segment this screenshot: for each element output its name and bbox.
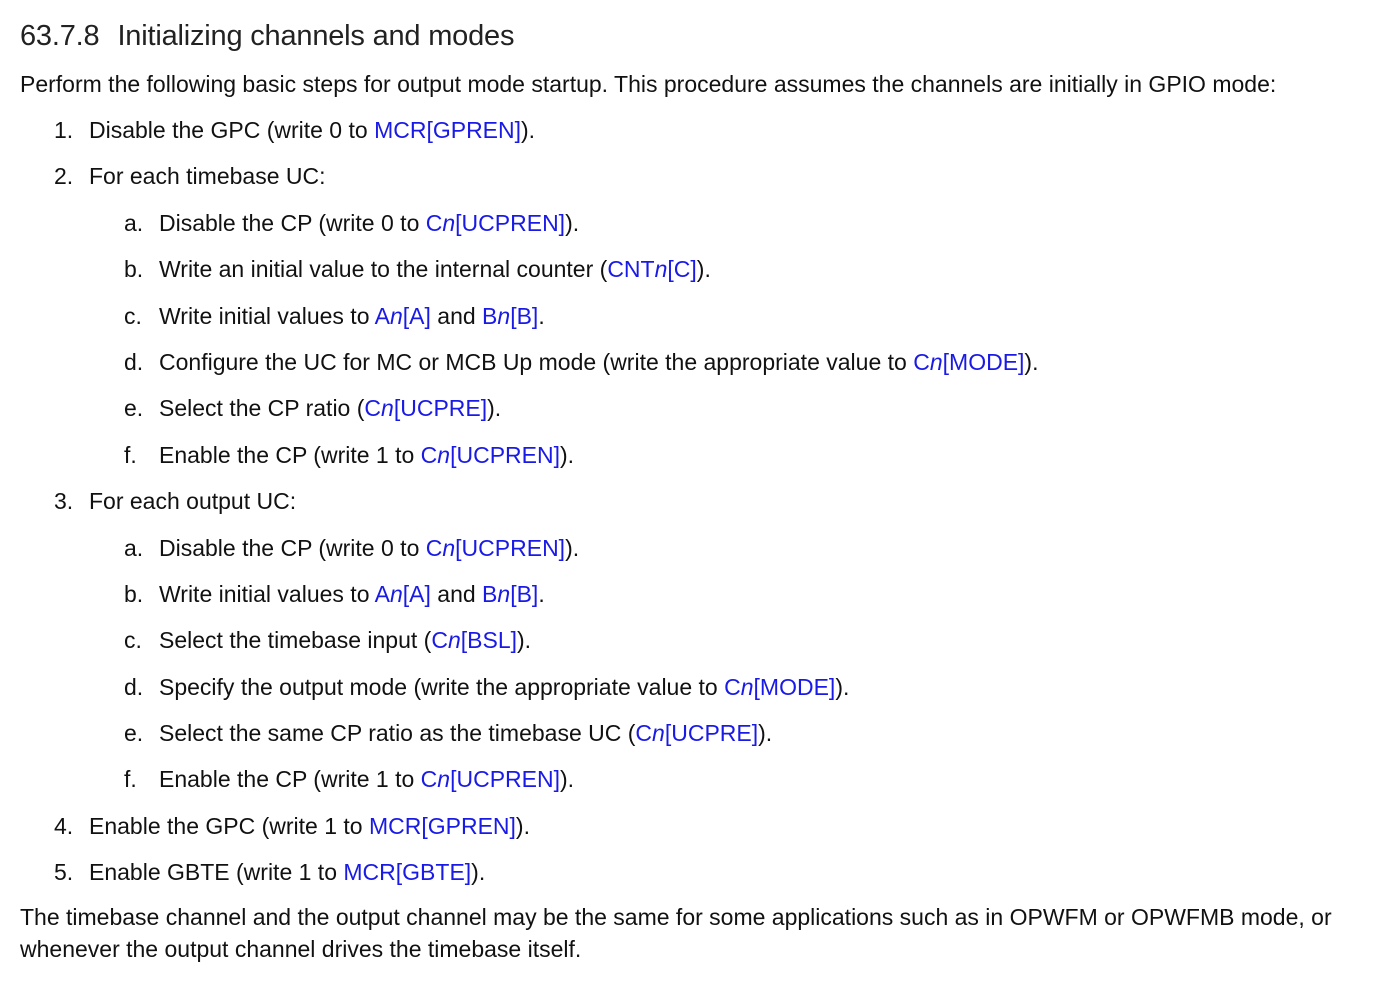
substep-list <box>20 200 1374 478</box>
substep-content <box>159 710 772 756</box>
step-marker: 5. <box>54 859 74 886</box>
section-number: 63.7.8 <box>20 20 100 52</box>
step-content <box>89 803 530 849</box>
step-text: ). <box>515 812 530 839</box>
step-row <box>20 803 1374 849</box>
register-link[interactable]: MCR[GPREN] <box>374 117 522 143</box>
register-link[interactable]: C <box>635 720 653 747</box>
substep-marker: f. <box>124 441 137 468</box>
step-text: Enable GBTE (write 1 to <box>89 859 344 886</box>
step-item <box>20 107 1374 153</box>
substep-item <box>20 200 1374 246</box>
register-link[interactable]: [UCPREN] <box>450 766 560 793</box>
substep-item <box>20 756 1374 802</box>
register-link[interactable]: [B] <box>510 580 539 607</box>
step-text: ). <box>758 720 773 747</box>
register-link[interactable]: n <box>437 766 451 793</box>
step-text: Disable the CP (write 0 to <box>159 209 426 236</box>
step-text: Specify the output mode (write the appropriate value to <box>159 673 725 700</box>
step-text: Write initial values to <box>159 580 375 607</box>
step-text: Select the timebase input ( <box>159 627 432 654</box>
substep-marker: d. <box>124 348 144 375</box>
step-row <box>20 107 1374 153</box>
substep-item <box>20 525 1374 571</box>
step-text: Enable the CP (write 1 to <box>159 766 421 793</box>
register-link[interactable]: [B] <box>510 302 539 329</box>
section-heading <box>20 14 1374 58</box>
step-list <box>20 107 1374 896</box>
substep-marker: a. <box>124 209 144 236</box>
step-text: ). <box>1024 348 1039 375</box>
substep-item <box>20 293 1374 339</box>
substep-item <box>20 385 1374 431</box>
step-text: and <box>430 580 483 607</box>
step-text: Select the CP ratio ( <box>159 395 365 422</box>
register-link[interactable]: B <box>482 302 498 329</box>
step-text: ). <box>565 534 580 561</box>
register-link[interactable]: n <box>381 395 394 422</box>
register-link[interactable]: CNT <box>607 256 655 283</box>
substep-list <box>20 525 1374 803</box>
step-text: For each output UC: <box>89 488 297 515</box>
closing-paragraph: The timebase channel and the output channel may be the same for some applications such as in OPWFM or OPWFMB mode, or whenever the output channel drives the timebase itself. <box>20 903 1332 962</box>
register-link[interactable]: C <box>724 673 741 700</box>
substep-marker: b. <box>124 256 144 283</box>
step-text: . <box>538 302 545 329</box>
register-link[interactable]: A <box>374 580 390 607</box>
step-text: Enable the GPC (write 1 to <box>89 812 369 839</box>
substep-content <box>159 246 711 292</box>
substep-marker: f. <box>124 766 137 793</box>
step-item <box>20 153 1374 478</box>
register-link[interactable]: [UCPRE] <box>393 395 488 422</box>
substep-marker: a. <box>124 534 144 561</box>
step-text: ). <box>560 441 575 468</box>
substep-item <box>20 664 1374 710</box>
substep-content <box>159 200 579 246</box>
register-link[interactable]: [A] <box>402 302 431 329</box>
substep-marker: c. <box>124 302 142 329</box>
step-text: ). <box>696 256 711 283</box>
step-text: ). <box>565 209 580 236</box>
step-text: Disable the CP (write 0 to <box>159 534 426 561</box>
step-item <box>20 803 1374 849</box>
step-marker: 2. <box>54 163 74 190</box>
substep-content <box>159 525 579 571</box>
step-item <box>20 478 1374 803</box>
register-link[interactable]: C <box>364 395 382 422</box>
step-item <box>20 849 1374 895</box>
step-text: Write an initial value to the internal counter ( <box>159 256 608 283</box>
substep-marker: e. <box>124 720 144 747</box>
step-marker: 4. <box>54 812 74 839</box>
register-link[interactable]: C <box>420 766 438 793</box>
substep-marker: e. <box>124 395 144 422</box>
substep-item <box>20 432 1374 478</box>
register-link[interactable]: [UCPREN] <box>455 534 566 561</box>
step-row <box>20 478 1374 524</box>
register-link[interactable]: [C] <box>667 256 697 283</box>
step-text: Select the same CP ratio as the timebase UC ( <box>159 720 636 747</box>
register-link[interactable]: [UCPRE] <box>664 720 759 747</box>
register-link[interactable]: C <box>431 627 448 654</box>
substep-content <box>159 339 1038 385</box>
register-link[interactable]: n <box>447 627 461 654</box>
step-content <box>89 153 325 199</box>
register-link[interactable]: n <box>740 673 754 700</box>
step-text: ). <box>471 859 486 886</box>
section-title: Initializing channels and modes <box>117 20 515 52</box>
register-link[interactable]: n <box>654 256 668 283</box>
step-text: Write initial values to <box>159 302 375 329</box>
register-link[interactable]: n <box>437 441 451 468</box>
step-text: Disable the GPC (write 0 to <box>89 117 375 143</box>
register-link[interactable]: n <box>442 534 456 561</box>
register-link[interactable]: n <box>442 209 456 236</box>
step-row <box>20 849 1374 895</box>
substep-item <box>20 339 1374 385</box>
substep-marker: b. <box>124 580 144 607</box>
step-text: ). <box>835 673 850 700</box>
intro-paragraph: Perform the following basic steps for output mode startup. This procedure assumes the channels are initially in GPIO mode: <box>20 71 1277 97</box>
substep-item <box>20 617 1374 663</box>
register-link[interactable]: A <box>374 302 390 329</box>
step-text: ). <box>560 766 575 793</box>
substep-marker: d. <box>124 673 144 700</box>
substep-content <box>159 617 531 663</box>
substep-item <box>20 710 1374 756</box>
register-link[interactable]: n <box>497 302 511 329</box>
step-marker: 1. <box>54 117 74 143</box>
register-link[interactable]: [BSL] <box>460 627 518 654</box>
register-link[interactable]: n <box>389 580 403 607</box>
substep-item <box>20 571 1374 617</box>
register-link[interactable]: C <box>420 441 438 468</box>
step-text: and <box>430 302 483 329</box>
register-link[interactable]: C <box>425 209 443 236</box>
register-link[interactable]: [MODE] <box>942 348 1025 375</box>
register-link[interactable]: C <box>913 348 930 375</box>
step-content <box>89 849 485 895</box>
step-text: ). <box>487 395 502 422</box>
substep-content <box>159 432 574 478</box>
register-link[interactable]: [UCPREN] <box>455 209 566 236</box>
step-text: For each timebase UC: <box>89 163 326 190</box>
substep-content <box>159 664 849 710</box>
step-text: . <box>538 580 545 607</box>
substep-content <box>159 756 574 802</box>
register-link[interactable]: n <box>652 720 665 747</box>
substep-content <box>159 571 545 617</box>
register-link[interactable]: MCR[GPREN] <box>368 812 516 839</box>
register-link[interactable]: [A] <box>402 580 431 607</box>
substep-item <box>20 246 1374 292</box>
step-text: ). <box>521 117 536 143</box>
register-link[interactable]: n <box>929 348 943 375</box>
substep-content <box>159 293 545 339</box>
register-link[interactable]: MCR[GBTE] <box>343 859 472 886</box>
substep-marker: c. <box>124 627 142 654</box>
step-content <box>89 478 296 524</box>
register-link[interactable]: n <box>389 302 403 329</box>
step-text: ). <box>517 627 532 654</box>
step-marker: 3. <box>54 488 74 515</box>
step-text: Enable the CP (write 1 to <box>159 441 421 468</box>
step-row <box>20 153 1374 199</box>
step-content <box>89 107 535 153</box>
register-link[interactable]: C <box>425 534 443 561</box>
register-link[interactable]: [UCPREN] <box>450 441 560 468</box>
step-text: Configure the UC for MC or MCB Up mode (write the appropriate value to <box>159 348 914 375</box>
substep-content <box>159 385 501 431</box>
register-link[interactable]: n <box>497 580 511 607</box>
register-link[interactable]: [MODE] <box>753 673 836 700</box>
register-link[interactable]: B <box>482 580 498 607</box>
